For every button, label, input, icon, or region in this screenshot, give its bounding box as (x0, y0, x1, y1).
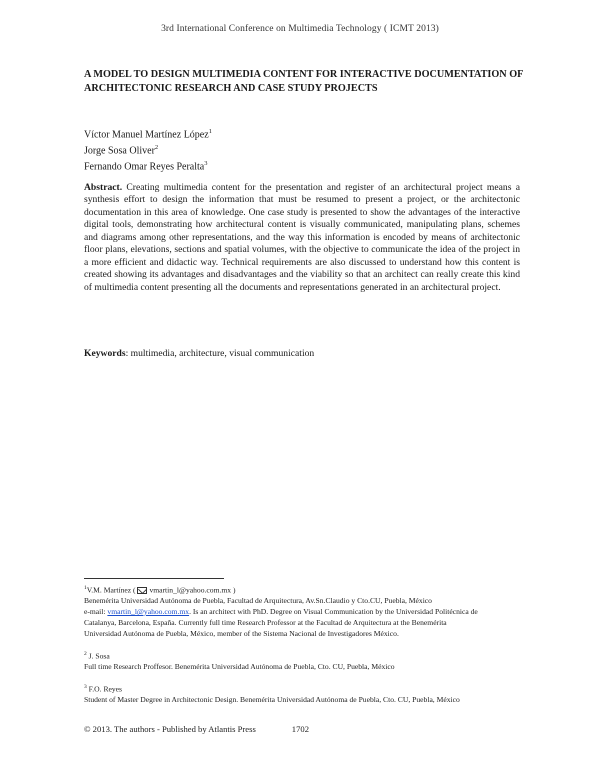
author-list (84, 126, 212, 174)
footnote-2: $^2$ J. Sosa Full time Research Proffesor. Benemérita Universidad Autónoma de Puebla, Cto. CU, Puebla, México (84, 650, 395, 671)
keywords-label: Keywords (84, 348, 126, 359)
running-header: 3rd International Conference on Multimedia Technology ( ICMT 2013) (161, 24, 439, 34)
page-number: 1702 (291, 724, 309, 734)
abstract-label: Abstract. (84, 182, 123, 193)
keywords-text: : multimedia, architecture, visual communication (125, 348, 315, 359)
footnote-2-mark: 2 (84, 650, 87, 657)
page-footer (84, 724, 309, 734)
footnote-3: $^3$ F.O. Reyes Student of Master Degree in Architectonic Design. Benemérita Universidad Autónoma de Puebla, Cto. CU, Puebla, México (84, 683, 460, 704)
keywords (84, 348, 314, 359)
envelope-icon (137, 587, 147, 594)
author-2-mark: 2 (154, 143, 159, 151)
abstract (84, 182, 520, 294)
abstract-text: Creating multimedia content for the presentation and register of an architectural project means a synthesis effort to design the information that must be resumed to present a project, or the architectonic documentation in this area of knowledge. One case study is presented to show the advantages of the interactive digital tools, demonstrating how architectural content is visually communicated, manipulating plans, schemes and diagrams among other representations, and the way this information is encoded by means of architectonic floor plans, elevations, sections and spatial volumes, with the objective to communicate the idea of the project in a more efficient and didactic way. Technical requirements are also discussed to understand how this content is created showing its advantages and disadvantages and the viability so that an architect can really create this kind of multimedia content presenting all the documents and representations generated in an architectural project. (84, 182, 520, 293)
email-link[interactable]: vmartin_l@yahoo.com.mx (107, 607, 190, 617)
footnotes (84, 583, 522, 715)
footnote-3-mark: 3 (84, 683, 87, 690)
author-1: Víctor Manuel Martínez López$^1$ (84, 128, 212, 141)
footnote-divider (84, 578, 224, 579)
copyright-notice: © 2013. The authors - Published by Atlantis Press (84, 724, 256, 734)
author-3-mark: 3 (204, 159, 208, 167)
author-2: Jorge Sosa Oliver$^2$ (84, 143, 159, 157)
paper-title: A MODEL TO DESIGN MULTIMEDIA CONTENT FOR INTERACTIVE DOCUMENTATION OF ARCHITECTONIC RESEARCH AND CASE STUDY PROJECTS (84, 69, 523, 94)
author-3: Fernando Omar Reyes Peralta$^3$ (84, 159, 208, 173)
author-1-mark: 1 (208, 128, 212, 135)
footnote-1-mark: 1 (84, 585, 87, 591)
footnote-1: $^1$V.M. Martínez ( vmartin_l@yahoo.com.mx ) Benemérita Universidad Autónoma de Puebla, Facultad de Arquitectura, Av.Sn.Claudio y Cto.CU, Puebla, México e-mail: vmartin_l@yahoo.com.mx. Is an architect with PhD. Degree on Visual Communication by the Universidad Politécnica de Catalanya, Barcelona, España. Currently full time Research Professor at the Facultad de Arquitectura at the Benemérita Universidad Autónoma de Puebla, México, member of the Sistema Nacional de Investigadores México. (84, 585, 478, 638)
footnote-1-email: vmartin_l@yahoo.com.mx ) (149, 585, 236, 595)
